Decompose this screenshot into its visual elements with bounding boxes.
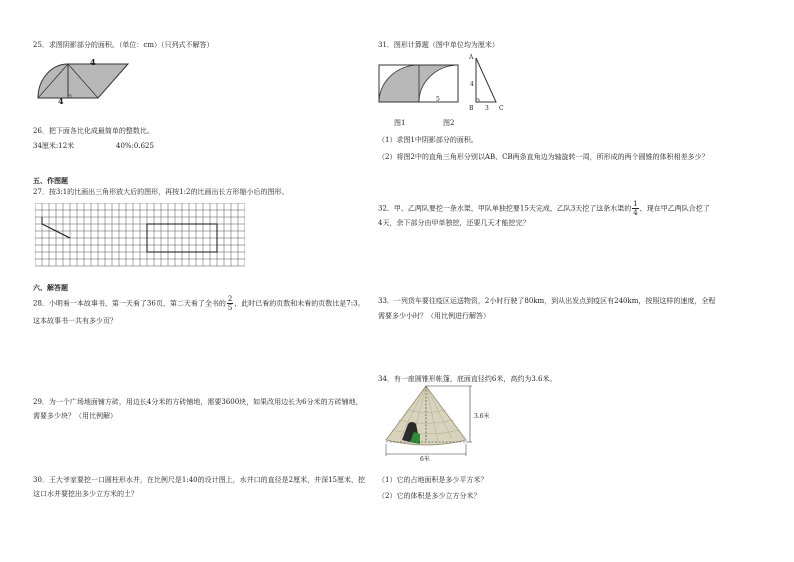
- q32-line1-b: ，现在甲乙两队合挖了: [639, 204, 710, 213]
- q26-item2: 40%:0.625: [116, 142, 154, 150]
- q28-frac-numerator: 2: [227, 295, 233, 303]
- q28-line2: 这本故事书一共有多少页？: [33, 317, 117, 325]
- q31-fig2-side: 4: [470, 81, 474, 88]
- q34-height-label: 3.6米: [474, 413, 490, 420]
- q27-text: 27．按3:1的比画出三角形放大后的图形，再按1:2的比画出长方形缩小后的图形。: [33, 188, 289, 196]
- q26-text: 26．把下面各比化成最简单的整数比。: [33, 127, 154, 135]
- q31-fig1-dim: 5: [436, 96, 440, 103]
- q30-line1: 30．王大爷家要挖一口圆柱形水井，在比例尺是1:40的设计图上，水井口的直径是2厘米，井深15厘米，挖: [33, 476, 365, 484]
- q31-fig2-c: C: [499, 105, 504, 112]
- q31-figure-2: [470, 54, 510, 108]
- q31-sub1: （1）求图1中阴影部分的面积。: [378, 136, 478, 144]
- section-6-heading: 六、解答题: [33, 283, 68, 292]
- q32-line1-a: 32．甲、乙两队要挖一条水渠，甲队单独挖要15天完成，乙队3天挖了这条水渠的: [378, 204, 632, 213]
- q33-line1: 33．一列货车要往疫区运送物资，2小时行驶了80km，到从出发点到疫区有240km，按照这样的速度，全程: [378, 297, 716, 305]
- q31-fig2-a: A: [469, 54, 474, 61]
- q34-text: 34．有一座圆锥形帐篷，底面直径约6米，高约为3.6米。: [378, 375, 557, 383]
- q33-line2: 需要多少小时？（用比例进行解答）: [378, 312, 490, 320]
- q32-fraction: [632, 200, 638, 217]
- q25-label-top: 4: [90, 57, 96, 67]
- q32-line1: [378, 200, 710, 217]
- q28-fraction: [227, 295, 233, 312]
- q34-sub2: （2）它的体积是多少立方分米？: [378, 492, 481, 500]
- q28-line1-a: 28．小明看一本故事书，第一天看了36页，第二天看了全书的: [33, 299, 226, 308]
- q32-frac-denominator: 4: [633, 209, 638, 217]
- q28-line1-b: ，此时已看的页数和未看的页数比是7:3。: [234, 299, 365, 308]
- q25-text: 25．求图阴影部分的面积。（单位：cm）（只列式不解答）: [33, 41, 214, 49]
- q28-line1: [33, 295, 365, 312]
- q32-frac-numerator: 1: [633, 200, 638, 208]
- q31-text: 31．图形计算题（图中单位均为厘米）: [378, 41, 499, 49]
- section-5-heading: 五、作图题: [33, 176, 68, 185]
- q31-sub2: （2）将图2中的直角三角形分别以AB、CB两条直角边为轴旋转一周，所形成的两个圆锥的体积相差多少？: [378, 153, 709, 161]
- q34-tent-figure: [380, 384, 476, 464]
- q31-fig2-b: B: [469, 105, 474, 112]
- q31-fig1-label: 图1: [394, 119, 406, 127]
- q25-figure: [30, 52, 134, 106]
- q25-label-bottom: 4: [58, 96, 64, 106]
- q31-fig2-base: 3: [485, 105, 489, 112]
- q31-figure-1: [378, 60, 460, 106]
- q28-frac-denominator: 5: [227, 304, 233, 312]
- q31-fig2-label: 图2: [443, 119, 455, 127]
- q34-diameter-label: 6米: [420, 456, 430, 463]
- q29-line2: 需要多少块？（用比例解）: [33, 412, 117, 420]
- q34-sub1: （1）它的占地面积是多少平方米？: [378, 476, 488, 484]
- q32-line2: 4天，余下部分由甲单独挖，还要几天才能挖完？: [378, 219, 530, 227]
- q26-item1: 34厘米:12米: [33, 142, 75, 150]
- q30-line2: 这口水井要挖出多少立方米的土？: [33, 490, 138, 498]
- q27-grid: [35, 203, 245, 273]
- q29-line1: 29．为一个广场地面铺方砖，用边长4分米的方砖铺地，需要3600块，如果改用边长为6分米的方砖铺地，: [33, 398, 363, 406]
